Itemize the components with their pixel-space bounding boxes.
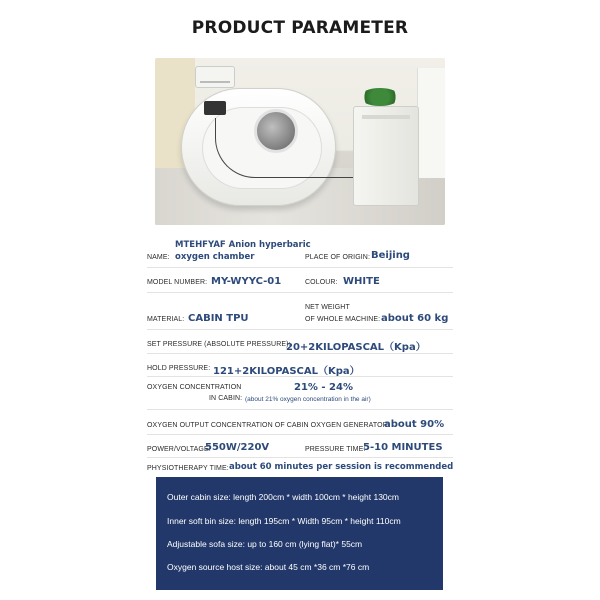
o2-cabin-label-line2: IN CABIN: (209, 395, 243, 402)
param-row-therapy (147, 459, 453, 477)
spec-oxygen-host: Oxygen source host size: about 45 cm *36 cm *76 cm (167, 562, 370, 572)
name-value-line2: oxygen chamber (175, 252, 255, 262)
plant-image (360, 88, 400, 106)
material-label: MATERIAL: (147, 316, 185, 323)
param-row-power (147, 436, 453, 458)
weight-value: about 60 kg (381, 313, 449, 324)
param-row-name (147, 232, 453, 268)
product-photo (155, 58, 445, 225)
o2-generator-label: OXYGEN OUTPUT CONCENTRATION OF CABIN OXYGEN GENERATOR: (147, 422, 390, 429)
o2-cabin-label-line1: OXYGEN CONCENTRATION (147, 384, 242, 391)
spec-sofa: Adjustable sofa size: up to 160 cm (lying flat)* 55cm (167, 539, 363, 549)
power-label: POWER/VOLTAGE: (147, 446, 211, 453)
param-row-set-pressure (147, 331, 453, 354)
pressure-time-label: PRESSURE TIME: (305, 446, 366, 453)
hold-pressure-label: HOLD PRESSURE: (147, 365, 211, 372)
therapy-label: PHYSIOTHERAPY TIME: (147, 465, 229, 472)
oxygen-generator-image (353, 106, 419, 206)
param-row-o2-generator (147, 411, 453, 435)
model-label: MODEL NUMBER: (147, 279, 208, 286)
control-panel-image (204, 101, 226, 115)
set-pressure-value: 20+2KILOPASCAL（Kpa） (286, 342, 426, 353)
power-value: 550W/220V (205, 442, 270, 453)
weight-label-line1: NET WEIGHT (305, 304, 350, 311)
therapy-value: about 60 minutes per session is recommended (229, 462, 454, 472)
o2-cabin-value: 21% - 24% (294, 382, 353, 393)
colour-value: WHITE (343, 276, 380, 287)
spec-inner-bin: Inner soft bin size: length 195cm * Width 95cm * height 110cm (167, 516, 401, 526)
size-specs-box (156, 477, 443, 590)
pressure-time-value: 5-10 MINUTES (363, 442, 443, 453)
origin-label: PLACE OF ORIGIN: (305, 254, 370, 261)
weight-label-line2: OF WHOLE MACHINE: (305, 316, 381, 323)
name-label: NAME: (147, 254, 170, 261)
param-row-hold-pressure (147, 355, 453, 377)
material-value: CABIN TPU (188, 313, 249, 324)
spec-outer-cabin: Outer cabin size: length 200cm * width 100cm * height 130cm (167, 492, 399, 502)
param-row-model (147, 269, 453, 293)
set-pressure-label: SET PRESSURE (ABSOLUTE PRESSURE): (147, 341, 291, 348)
colour-label: COLOUR: (305, 279, 338, 286)
o2-cabin-note: (about 21% oxygen concentration in the air) (245, 396, 371, 403)
air-conditioner-image (195, 66, 235, 88)
o2-generator-value: about 90% (384, 419, 445, 430)
param-row-material (147, 294, 453, 330)
name-value-line1: MTEHFYAF Anion hyperbaric (175, 240, 311, 250)
origin-value: Beijing (371, 250, 410, 261)
hold-pressure-value: 121+2KILOPASCAL（Kpa） (213, 366, 360, 377)
page-title: PRODUCT PARAMETER (191, 18, 409, 38)
model-value: MY-WYYC-01 (211, 276, 282, 287)
param-row-o2-cabin (147, 378, 453, 410)
